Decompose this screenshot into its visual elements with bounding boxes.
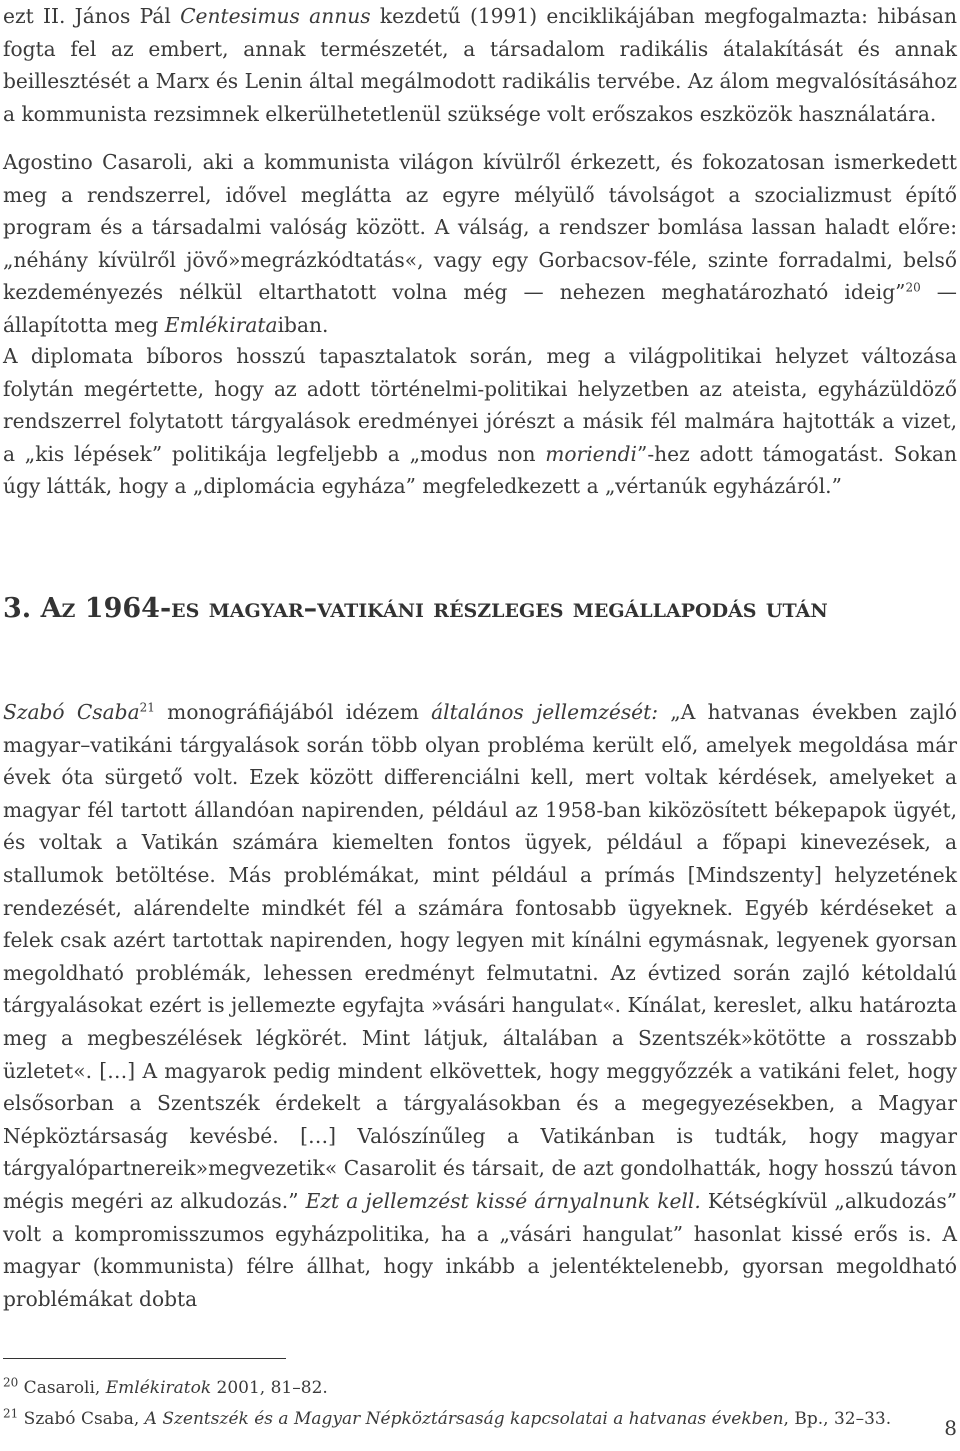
footnote-text: Szabó Csaba, [18, 1409, 145, 1429]
text-span: ”-hez adott támogatást. Sokan úgy látták, hogy a „diplomácia egyháza” megfeledkezett a „vértanúk egyházáról.” [3, 441, 957, 499]
italic-term: moriendi [545, 441, 637, 466]
text-span: A diplomata bíboros hosszú tapasztalatok során, meg a világpolitikai helyzet változása folytán megértette, hogy az adott történelmi-politikai helyzetben az ateista, egyházüldöző rendszerrel folytatott tárgyalások eredményei jórészt a másik fél malmára hajtották a vizet, a „kis lépések” politikája legfeljebb a „modus non [3, 344, 957, 466]
section-heading: 3. Az 1964-es magyar–vatikáni részleges megállapodás után [3, 593, 828, 624]
author-name: Szabó Csaba [3, 700, 140, 724]
text-span: iban. [277, 312, 329, 337]
paragraph-2 [3, 146, 957, 342]
text-span: — állapította meg [3, 280, 957, 337]
footnote-italic: Emlékiratok [105, 1378, 212, 1398]
text-span: kezdetű (1991) enciklikájában megfogalmazta: hibásan fogta fel az embert, annak természetét, a társadalom radikális átalakítását és annak beillesztését a Marx és Lenin által megálmodott radikális tervébe. Az álom megvalósításához a kommunista rezsimnek elkerülhetetlenül szüksége volt erőszakos eszközök használatára. [3, 4, 957, 126]
paragraph-4 [3, 696, 957, 1315]
footnote-text: Casaroli, [18, 1378, 106, 1398]
paragraph-3 [3, 340, 957, 503]
text-span: Agostino Casaroli, aki a kommunista világon kívülről érkezett, és fokozatosan ismerkedett meg a rendszerrel, idővel meglátta az egyre mélyülő távolságot a szocializmust építő program és a társadalmi valóság között. A válság, a rendszer bomlása lassan haladt előre: „néhány kívülről jövő»megrázkódtatás«, vagy egy Gorbacsov-féle, szinte forradalmi, belső kezdeményezés nélkül eltarthatott volna még — nehezen meghatározható ideig” [3, 150, 957, 305]
footnote-ref-20: 20 [905, 280, 921, 295]
footnote-text: 2001, 81–82. [211, 1378, 328, 1398]
page-number: 8 [944, 1416, 957, 1440]
footnote-text: , Bp., 32–33. [783, 1409, 892, 1429]
footnote-number: 21 [3, 1406, 19, 1421]
footnote-20 [3, 1376, 957, 1400]
text-span: ezt II. János Pál [3, 4, 181, 28]
text-span: Kétségkívül „alkudozás” volt a kompromisszumos egyházpolitika, ha a „vásári hangulat” hasonlat kissé erős is. A magyar (kommunista) félre állhat, hogy inkább a jelentéktelenebb, gyorsan megoldható problémákat dobta [3, 1188, 958, 1311]
footnote-number: 20 [3, 1375, 19, 1390]
footnote-ref-21: 21 [139, 700, 155, 715]
text-span: monográfiájából idézem [154, 700, 432, 724]
quote-text: „A hatvanas években zajló magyar–vatikáni tárgyalások során több olyan probléma került elő, amelyek megoldása már évek óta sürgető volt. Ezek között differenciálni kell, mert voltak kérdések, amelyeket a magyar fél tartott állandóan napirenden, például az 1958-ban kiközösített békepapok ügyét, és voltak a Vatikán számára kiemelten fontos ügyek, például a főpapi kinevezések, a stallumok betöltése. Más problémákat, mint például a prímás [Mindszenty] helyzetének rendezését, alárendelte mindkét fél a számára fontosabb ügyeknek. Egyéb kérdéseket a felek csak azért tartottak napirenden, hogy legyen mit kínálni egymásnak, legyenek gyorsan megoldható problémák, lehessen eredményt felmutatni. Az évtized során zajló kétoldalú tárgyalásokat ezért is jellemezte egyfajta »vásári hangulat«. Kínálat, kereslet, alku határozta meg a megbeszélések légkörét. Mint látjuk, általában a Szentszék»kötötte a rosszabb üzletet«. […] A magyarok pedig mindent elkövettek, hogy meggyőzzék a vatikáni felet, hogy elsősorban a Szentszék érdekelt a tárgyalásokban és a megegyezésekben, a Magyar Népköztársaság kevésbé. […] Valószínűleg a Vatikánban is tudták, hogy magyar tárgyalópartnereik»megvezetik« Casarolit és társait, de azt gondolhatták, hogy hosszú távon mégis megéri az alkudozás.” [3, 700, 958, 1213]
paragraph-1 [3, 0, 957, 130]
footnote-divider [3, 1358, 286, 1359]
italic-sentence: Ezt a jellemzést kissé árnyalnunk kell. [305, 1188, 701, 1213]
footnote-21 [3, 1407, 957, 1431]
italic-phrase: általános jellemzését: [431, 700, 659, 724]
footnote-italic: A Szentszék és a Magyar Népköztársaság kapcsolatai a hatvanas években [144, 1409, 784, 1429]
encyclical-title: Centesimus annus [180, 4, 371, 28]
memoir-title: Emlékirata [164, 312, 278, 337]
